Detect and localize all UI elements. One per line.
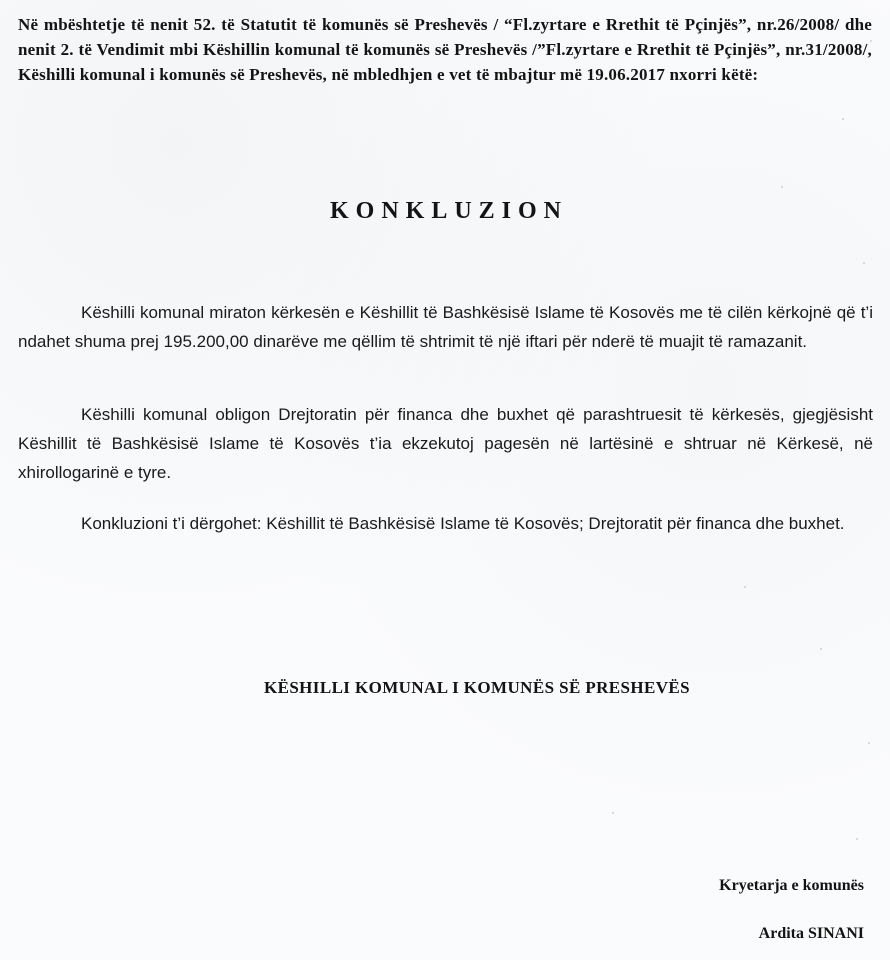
- scan-speck: [863, 262, 865, 264]
- scan-speck: [868, 742, 870, 744]
- scan-speck: [744, 586, 746, 588]
- conclusion-paragraph-2: Këshilli komunal obligon Drejtoratin për financa dhe buxhet që parashtruesit të kërkesës, gjegjësisht Këshillit të Bashkësisë Islame të Kosovës t’ia ekzekutoj pagesën në lartësinë e shtruar në Kërkesë, në xhirollogarinë e tyre.: [18, 405, 873, 482]
- scan-speck: [856, 838, 858, 840]
- scan-speck: [842, 118, 844, 120]
- scan-speck: [612, 812, 614, 814]
- conclusion-paragraph-1: Këshilli komunal miraton kërkesën e Këshillit të Bashkësisë Islame të Kosovës me të cilën kërkojnë që t’i ndahet shuma prej 195.200,00 dinarëve me qëllim të shtrimit të një iftari për nderë të muajit të ramazanit.: [18, 303, 873, 351]
- document-title: KONKLUZION: [329, 198, 569, 224]
- signature-name: Ardita SINANI: [758, 925, 864, 942]
- conclusion-paragraph-3: Konkluzioni t’i dërgohet: Këshillit të Bashkësisë Islame të Kosovës; Drejtoratit për financa dhe buxhet.: [81, 514, 845, 533]
- scan-speck: [870, 40, 872, 42]
- signature-role: Kryetarja e komunës: [719, 877, 864, 894]
- preamble-text: Në mbështetje të nenit 52. të Statutit të komunës së Preshevës / “Fl.zyrtare e Rrethit të Pçinjës”, nr.26/2008/ dhe nenit 2. të Vendimit mbi Këshillin komunal të komunës së Preshevës /”Fl.zyrtare e Rrethit të Pçinjës”, nr.31/2008/, Këshilli komunal i komunës së Preshevës, në mbledhjen e vet të mbajtur më 19.06.2017 nxorri këtë:: [18, 15, 872, 84]
- scan-speck: [781, 186, 783, 188]
- scan-speck: [820, 648, 822, 650]
- council-name: KËSHILLI KOMUNAL I KOMUNËS SË PRESHEVËS: [263, 678, 691, 697]
